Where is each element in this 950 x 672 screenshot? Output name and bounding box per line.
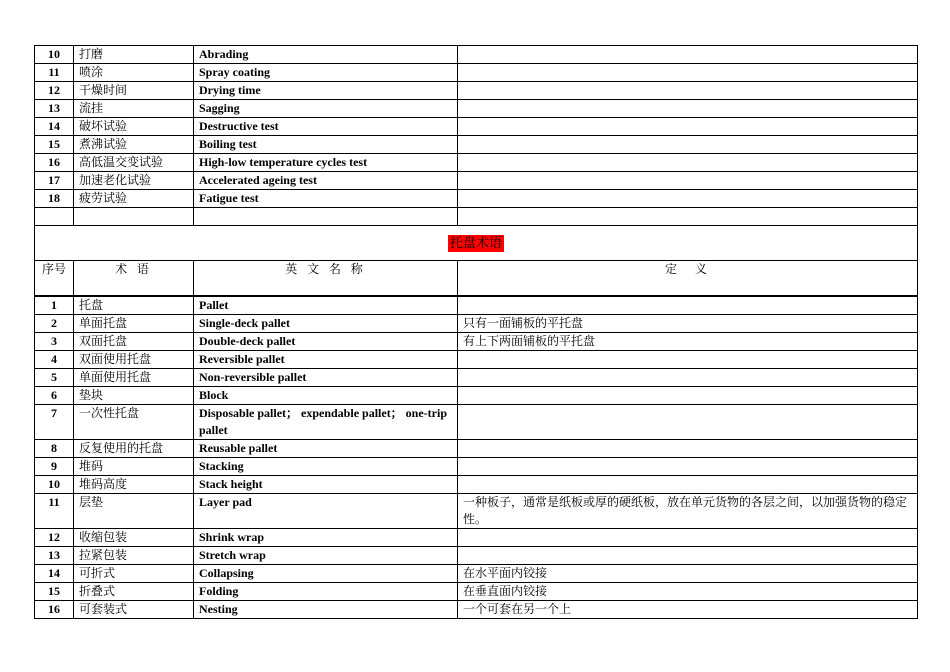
- term-chinese: 堆码高度: [74, 476, 194, 494]
- term-chinese: 可套装式: [74, 601, 194, 619]
- header-english-name: 英 文 名 称: [194, 261, 458, 297]
- term-english: Stacking: [194, 458, 458, 476]
- row-number: 16: [35, 154, 74, 172]
- table-row: [35, 351, 918, 369]
- term-english: Reversible pallet: [194, 351, 458, 369]
- term-english: Reusable pallet: [194, 440, 458, 458]
- row-number: 10: [35, 46, 74, 64]
- term-english: Double-deck pallet: [194, 333, 458, 351]
- term-chinese: 单面托盘: [74, 315, 194, 333]
- row-number: 9: [35, 458, 74, 476]
- term-english: Disposable pallet； expendable pallet； one-trip pallet: [194, 405, 458, 440]
- row-number: 14: [35, 118, 74, 136]
- term-chinese: 喷涂: [74, 64, 194, 82]
- term-definition: [458, 136, 918, 154]
- term-definition: [458, 547, 918, 565]
- row-number: 7: [35, 405, 74, 440]
- term-definition: [458, 296, 918, 315]
- table-row: [35, 296, 918, 315]
- row-number: 13: [35, 547, 74, 565]
- term-english: Nesting: [194, 601, 458, 619]
- term-english: Layer pad: [194, 494, 458, 529]
- term-chinese: 折叠式: [74, 583, 194, 601]
- row-number: 13: [35, 100, 74, 118]
- term-english: Single-deck pallet: [194, 315, 458, 333]
- term-definition: 有上下两面铺板的平托盘: [458, 333, 918, 351]
- term-chinese: 加速老化试验: [74, 172, 194, 190]
- row-number: 1: [35, 296, 74, 315]
- table-row: [35, 601, 918, 619]
- term-definition: [458, 458, 918, 476]
- term-english: Stretch wrap: [194, 547, 458, 565]
- header-definition: 定 义: [458, 261, 918, 297]
- row-number: 12: [35, 529, 74, 547]
- header-term: 术 语: [74, 261, 194, 297]
- term-definition: [458, 64, 918, 82]
- table-row: [35, 82, 918, 100]
- empty-row: [35, 208, 918, 226]
- row-number: 12: [35, 82, 74, 100]
- term-english: Accelerated ageing test: [194, 172, 458, 190]
- term-english: Non-reversible pallet: [194, 369, 458, 387]
- table-row: [35, 100, 918, 118]
- term-definition: [458, 440, 918, 458]
- row-number: 5: [35, 369, 74, 387]
- row-number: 4: [35, 351, 74, 369]
- section-title: 托盘术语: [449, 235, 502, 251]
- term-definition: [458, 529, 918, 547]
- term-english: Spray coating: [194, 64, 458, 82]
- row-number: 15: [35, 583, 74, 601]
- term-english: High-low temperature cycles test: [194, 154, 458, 172]
- row-number: 18: [35, 190, 74, 208]
- term-definition: [458, 46, 918, 64]
- row-number: 17: [35, 172, 74, 190]
- table-row: [35, 369, 918, 387]
- term-definition: [458, 100, 918, 118]
- term-definition: [458, 190, 918, 208]
- term-english: Block: [194, 387, 458, 405]
- row-number: 8: [35, 440, 74, 458]
- term-chinese: 收缩包装: [74, 529, 194, 547]
- term-chinese: 打磨: [74, 46, 194, 64]
- row-number: 6: [35, 387, 74, 405]
- row-number: 10: [35, 476, 74, 494]
- table-row: [35, 172, 918, 190]
- table-row: [35, 46, 918, 64]
- table-row: [35, 154, 918, 172]
- term-definition: [458, 405, 918, 440]
- table-row: [35, 333, 918, 351]
- term-chinese: 反复使用的托盘: [74, 440, 194, 458]
- term-chinese: 高低温交变试验: [74, 154, 194, 172]
- table-row: [35, 547, 918, 565]
- term-chinese: 垫块: [74, 387, 194, 405]
- term-chinese: 堆码: [74, 458, 194, 476]
- table-row: [35, 387, 918, 405]
- table-row: [35, 118, 918, 136]
- term-definition: [458, 154, 918, 172]
- terminology-table: [34, 45, 918, 619]
- term-english: Stack height: [194, 476, 458, 494]
- term-english: Fatigue test: [194, 190, 458, 208]
- term-definition: 在垂直面内铰接: [458, 583, 918, 601]
- term-chinese: 双面使用托盘: [74, 351, 194, 369]
- table-row: [35, 136, 918, 154]
- table-row: [35, 458, 918, 476]
- row-number: 2: [35, 315, 74, 333]
- table-row: [35, 565, 918, 583]
- term-english: Pallet: [194, 296, 458, 315]
- row-number: 3: [35, 333, 74, 351]
- term-chinese: 拉紧包装: [74, 547, 194, 565]
- table-header-row: [35, 261, 918, 297]
- term-definition: [458, 172, 918, 190]
- row-number: 11: [35, 64, 74, 82]
- term-definition: [458, 476, 918, 494]
- term-chinese: 煮沸试验: [74, 136, 194, 154]
- term-chinese: 托盘: [74, 296, 194, 315]
- term-english: Boiling test: [194, 136, 458, 154]
- term-english: Sagging: [194, 100, 458, 118]
- term-chinese: 疲劳试验: [74, 190, 194, 208]
- table-row: [35, 494, 918, 529]
- term-chinese: 可折式: [74, 565, 194, 583]
- term-definition: [458, 387, 918, 405]
- term-definition: 只有一面铺板的平托盘: [458, 315, 918, 333]
- term-chinese: 干燥时间: [74, 82, 194, 100]
- table-row: [35, 440, 918, 458]
- term-chinese: 单面使用托盘: [74, 369, 194, 387]
- term-english: Drying time: [194, 82, 458, 100]
- term-definition: [458, 82, 918, 100]
- term-definition: [458, 118, 918, 136]
- section-title-row: [35, 226, 918, 261]
- term-chinese: 双面托盘: [74, 333, 194, 351]
- term-chinese: 层垫: [74, 494, 194, 529]
- term-definition: [458, 369, 918, 387]
- term-english: Folding: [194, 583, 458, 601]
- term-definition: 一种板子，通常是纸板或厚的硬纸板，放在单元货物的各层之间，以加强货物的稳定性。: [458, 494, 918, 529]
- term-english: Collapsing: [194, 565, 458, 583]
- term-definition: 在水平面内铰接: [458, 565, 918, 583]
- table-row: [35, 64, 918, 82]
- term-chinese: 流挂: [74, 100, 194, 118]
- term-english: Abrading: [194, 46, 458, 64]
- row-number: 11: [35, 494, 74, 529]
- term-english: Shrink wrap: [194, 529, 458, 547]
- table-row: [35, 315, 918, 333]
- table-row: [35, 529, 918, 547]
- term-chinese: 一次性托盘: [74, 405, 194, 440]
- header-number: 序号: [35, 261, 74, 297]
- table-row: [35, 405, 918, 440]
- table-row: [35, 476, 918, 494]
- table-row: [35, 190, 918, 208]
- term-definition: 一个可套在另一个上: [458, 601, 918, 619]
- term-english: Destructive test: [194, 118, 458, 136]
- table-row: [35, 583, 918, 601]
- row-number: 15: [35, 136, 74, 154]
- term-chinese: 破坏试验: [74, 118, 194, 136]
- term-definition: [458, 351, 918, 369]
- row-number: 14: [35, 565, 74, 583]
- row-number: 16: [35, 601, 74, 619]
